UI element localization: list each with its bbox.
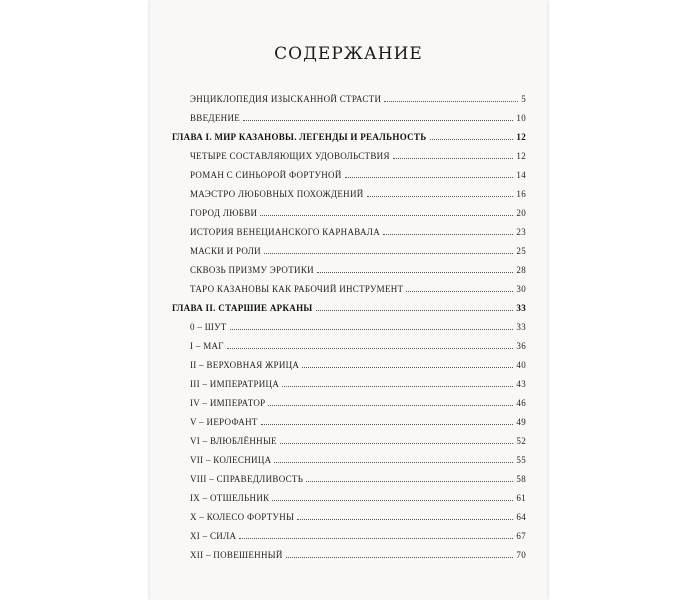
toc-entry-label: МАЭСТРО ЛЮБОВНЫХ ПОХОЖДЕНИЙ (190, 189, 364, 199)
toc-page-number: 25 (516, 246, 526, 256)
dot-leader (274, 461, 513, 463)
dot-leader (317, 271, 513, 273)
toc-entry-label: XII – ПОВЕШЕННЫЙ (190, 550, 283, 560)
toc-page-number: 67 (516, 531, 526, 541)
dot-leader (430, 138, 514, 140)
toc-entry (190, 105, 526, 123)
toc-page-number: 36 (516, 341, 526, 351)
toc-entry-label: ЧЕТЫРЕ СОСТАВЛЯЮЩИХ УДОВОЛЬСТВИЯ (190, 151, 390, 161)
dot-leader (306, 480, 513, 482)
toc-entry (190, 371, 526, 389)
page-title: СОДЕРЖАНИЕ (274, 44, 423, 64)
toc-entry (190, 504, 526, 522)
toc-entry (190, 390, 526, 408)
toc-page-number: 49 (516, 417, 526, 427)
toc-entry (190, 86, 526, 104)
toc-entry (190, 485, 526, 503)
toc-page-number: 43 (516, 379, 526, 389)
toc-entry (190, 181, 526, 199)
toc-entry-label: ГЛАВА I. МИР КАЗАНОВЫ. ЛЕГЕНДЫ И РЕАЛЬНОСТЬ (172, 132, 427, 142)
toc-page-number: 23 (516, 227, 526, 237)
dot-leader (243, 119, 513, 121)
dot-leader (261, 423, 514, 425)
toc-entry-label: VII – КОЛЕСНИЦА (190, 455, 272, 465)
toc-entry-label: III – ИМПЕРАТРИЦА (190, 379, 280, 389)
toc-entry-label: I – МАГ (190, 341, 224, 351)
toc-chapter-entry (172, 295, 526, 313)
dot-leader (345, 176, 514, 178)
toc-entry (190, 200, 526, 218)
dot-leader (282, 385, 513, 387)
toc-page-number: 12 (516, 151, 526, 161)
toc-entry (190, 333, 526, 351)
toc-entry (190, 219, 526, 237)
dot-leader (227, 347, 514, 349)
toc-page-number: 46 (516, 398, 526, 408)
toc-entry-label: ЭНЦИКЛОПЕДИЯ ИЗЫСКАННОЙ СТРАСТИ (190, 94, 382, 104)
toc-entry-label: V – ИЕРОФАНТ (190, 417, 258, 427)
toc-page-number: 28 (516, 265, 526, 275)
toc-entry-label: 0 – ШУТ (190, 322, 227, 332)
toc-entry-label: VI – ВЛЮБЛЁННЫЕ (190, 436, 277, 446)
toc-page-number: 5 (521, 94, 526, 104)
toc-entry (190, 352, 526, 370)
dot-leader (384, 100, 518, 102)
toc-page-number: 40 (516, 360, 526, 370)
toc-entry-label: X – КОЛЕСО ФОРТУНЫ (190, 512, 295, 522)
dot-leader (272, 499, 513, 501)
toc-entry-label: ГОРОД ЛЮБВИ (190, 208, 258, 218)
dot-leader (383, 233, 513, 235)
toc-page-number: 20 (516, 208, 526, 218)
toc-entry-label: II – ВЕРХОВНАЯ ЖРИЦА (190, 360, 300, 370)
toc-entry (190, 257, 526, 275)
toc-entry (190, 409, 526, 427)
toc-page-number: 33 (516, 322, 526, 332)
toc-page-number: 14 (516, 170, 526, 180)
toc-entry (190, 542, 526, 560)
toc-entry-label: РОМАН С СИНЬОРОЙ ФОРТУНОЙ (190, 170, 342, 180)
dot-leader (286, 556, 514, 558)
toc-page-number: 55 (516, 455, 526, 465)
dot-leader (260, 214, 513, 216)
toc-page-number: 33 (516, 303, 526, 313)
toc-page-number: 70 (516, 550, 526, 560)
toc-entry (190, 466, 526, 484)
toc-page-number: 10 (516, 113, 526, 123)
toc-entry-label: VIII – СПРАВЕДЛИВОСТЬ (190, 474, 304, 484)
toc-entry (190, 523, 526, 541)
toc-page-number: 61 (516, 493, 526, 503)
dot-leader (302, 366, 513, 368)
toc-entry (190, 238, 526, 256)
dot-leader (239, 537, 513, 539)
dot-leader (280, 442, 513, 444)
toc-entry-label: СКВОЗЬ ПРИЗМУ ЭРОТИКИ (190, 265, 314, 275)
dot-leader (316, 309, 514, 311)
toc-page-number: 52 (516, 436, 526, 446)
toc-page-number: 30 (516, 284, 526, 294)
toc-entry (190, 447, 526, 465)
toc-page-number: 12 (516, 132, 526, 142)
toc-chapter-entry (172, 124, 526, 142)
toc-entry-label: МАСКИ И РОЛИ (190, 246, 261, 256)
toc-entry-label: ВВЕДЕНИЕ (190, 113, 241, 123)
dot-leader (367, 195, 514, 197)
dot-leader (297, 518, 513, 520)
dot-leader (268, 404, 513, 406)
toc-entry (190, 143, 526, 161)
toc-entry (190, 276, 526, 294)
toc-entry-label: ИСТОРИЯ ВЕНЕЦИАНСКОГО КАРНАВАЛА (190, 227, 380, 237)
toc-entry-label: XI – СИЛА (190, 531, 237, 541)
dot-leader (264, 252, 513, 254)
toc-entry (190, 314, 526, 332)
toc-page-number: 64 (516, 512, 526, 522)
toc-page-number: 58 (516, 474, 526, 484)
toc-entry-label: IX – ОТШЕЛЬНИК (190, 493, 270, 503)
dot-leader (406, 290, 513, 292)
dot-leader (393, 157, 514, 159)
toc-entry-label: ТАРО КАЗАНОВЫ КАК РАБОЧИЙ ИНСТРУМЕНТ (190, 284, 404, 294)
toc-entry-label: ГЛАВА II. СТАРШИЕ АРКАНЫ (172, 303, 313, 313)
book-page (150, 0, 547, 600)
toc-entry (190, 162, 526, 180)
toc-entry (190, 428, 526, 446)
toc-page-number: 16 (516, 189, 526, 199)
toc-entry-label: IV – ИМПЕРАТОР (190, 398, 266, 408)
dot-leader (230, 328, 514, 330)
